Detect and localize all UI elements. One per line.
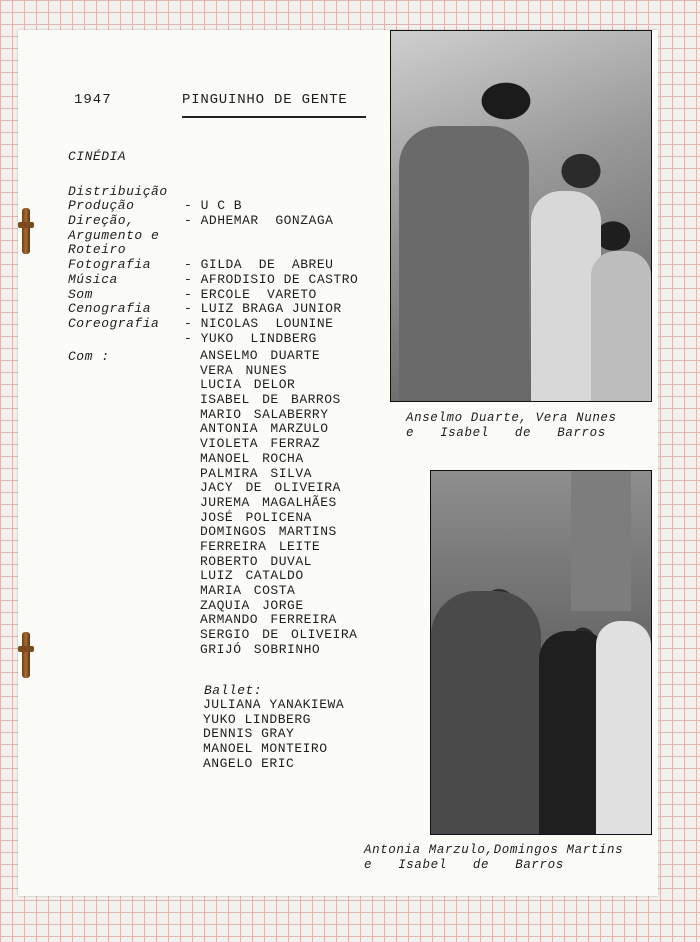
ballet-member: DENNIS GRAY [203,726,295,742]
credit-value: - GILDA DE ABREU [184,257,334,273]
ballet-member: JULIANA YANAKIEWA [203,697,345,712]
credit-value: - U C B [184,198,243,214]
film-still-photo-1 [390,30,652,402]
cast-member: ARMANDO FERREIRA [200,612,337,628]
photo-figure-woman [431,591,541,834]
credit-value: - ADHEMAR GONZAGA [184,213,334,229]
cast-member: ZAQUIA JORGE [200,597,304,613]
credit-value: - ERCOLE VARETO [184,286,317,302]
credit-value: - AFRODISIO DE CASTRO [184,271,359,287]
cast-member: ROBERTO DUVAL [200,553,312,569]
cast-member: PALMIRA SILVA [200,465,312,481]
credit-role: Roteiro [68,242,127,258]
photo-2-caption-line-1: Antonia Marzulo,Domingos Martins [364,843,624,857]
ballet-member: ANGELO ERIC [203,755,295,771]
photo-stained-window [571,471,631,611]
title-underline [182,116,366,118]
credit-role: Som [68,286,93,302]
credit-role: Fotografia [68,257,152,273]
credit-role: Produção [68,198,135,214]
cast-member: VERA NUNES [200,362,288,378]
cast-member: LUIZ CATALDO [200,568,304,584]
photo-figure-man [399,126,529,401]
cast-member: MARIA COSTA [200,583,296,598]
film-year: 1947 [74,92,112,108]
photo-figure-child [591,251,651,401]
ballet-member: YUKO LINDBERG [203,711,311,727]
credit-role: Distribuição [68,183,168,199]
ballet-label: Ballet: [204,683,263,698]
cast-member: SERGIO DE OLIVEIRA [200,627,358,643]
cast-member: JUREMA MAGALHÃES [200,494,337,510]
cast-member: VIOLETA FERRAZ [200,436,321,452]
cast-member: MANOEL ROCHA [200,450,304,466]
credit-role: Cenografia [68,301,152,317]
credit-role: Coreografia [68,315,160,331]
credit-role: Direção, [68,213,135,229]
cast-member: FERREIRA LEITE [200,538,321,554]
cast-member: JACY DE OLIVEIRA [200,480,341,496]
credit-role: Música [68,271,118,287]
cast-label: Com : [68,349,110,364]
photo-figure-bride [596,621,651,834]
ballet-member: MANOEL MONTEIRO [203,741,328,757]
cast-member: ANTONIA MARZULO [200,421,329,437]
credit-value: - YUKO LINDBERG [184,330,317,346]
credits-list [68,170,359,346]
photo-2-caption-line-2: e Isabel de Barros [364,858,564,872]
staple-top [22,208,30,254]
photo-1-caption-line-2: e Isabel de Barros [406,426,606,440]
credit-value: - NICOLAS LOUNINE [184,315,334,331]
cast-member: ISABEL DE BARROS [200,392,341,408]
studio-name: CINÉDIA [68,149,127,164]
film-title: PINGUINHO DE GENTE [182,92,348,108]
cast-member: ANSELMO DUARTE [200,348,321,363]
staple-bottom [22,632,30,678]
film-still-photo-2 [430,470,652,835]
photo-1-caption-line-1: Anselmo Duarte, Vera Nunes [406,411,617,425]
cast-member: DOMINGOS MARTINS [200,524,337,540]
cast-member: JOSÉ POLICENA [200,509,312,525]
cast-list [200,349,357,657]
credit-value: - LUIZ BRAGA JUNIOR [184,301,342,317]
cast-member: LUCIA DELOR [200,377,296,393]
cast-member: GRIJÓ SOBRINHO [200,641,321,657]
credit-role: Argumento e [68,227,160,243]
ballet-list [203,698,344,771]
cast-member: MARIO SALABERRY [200,406,329,422]
